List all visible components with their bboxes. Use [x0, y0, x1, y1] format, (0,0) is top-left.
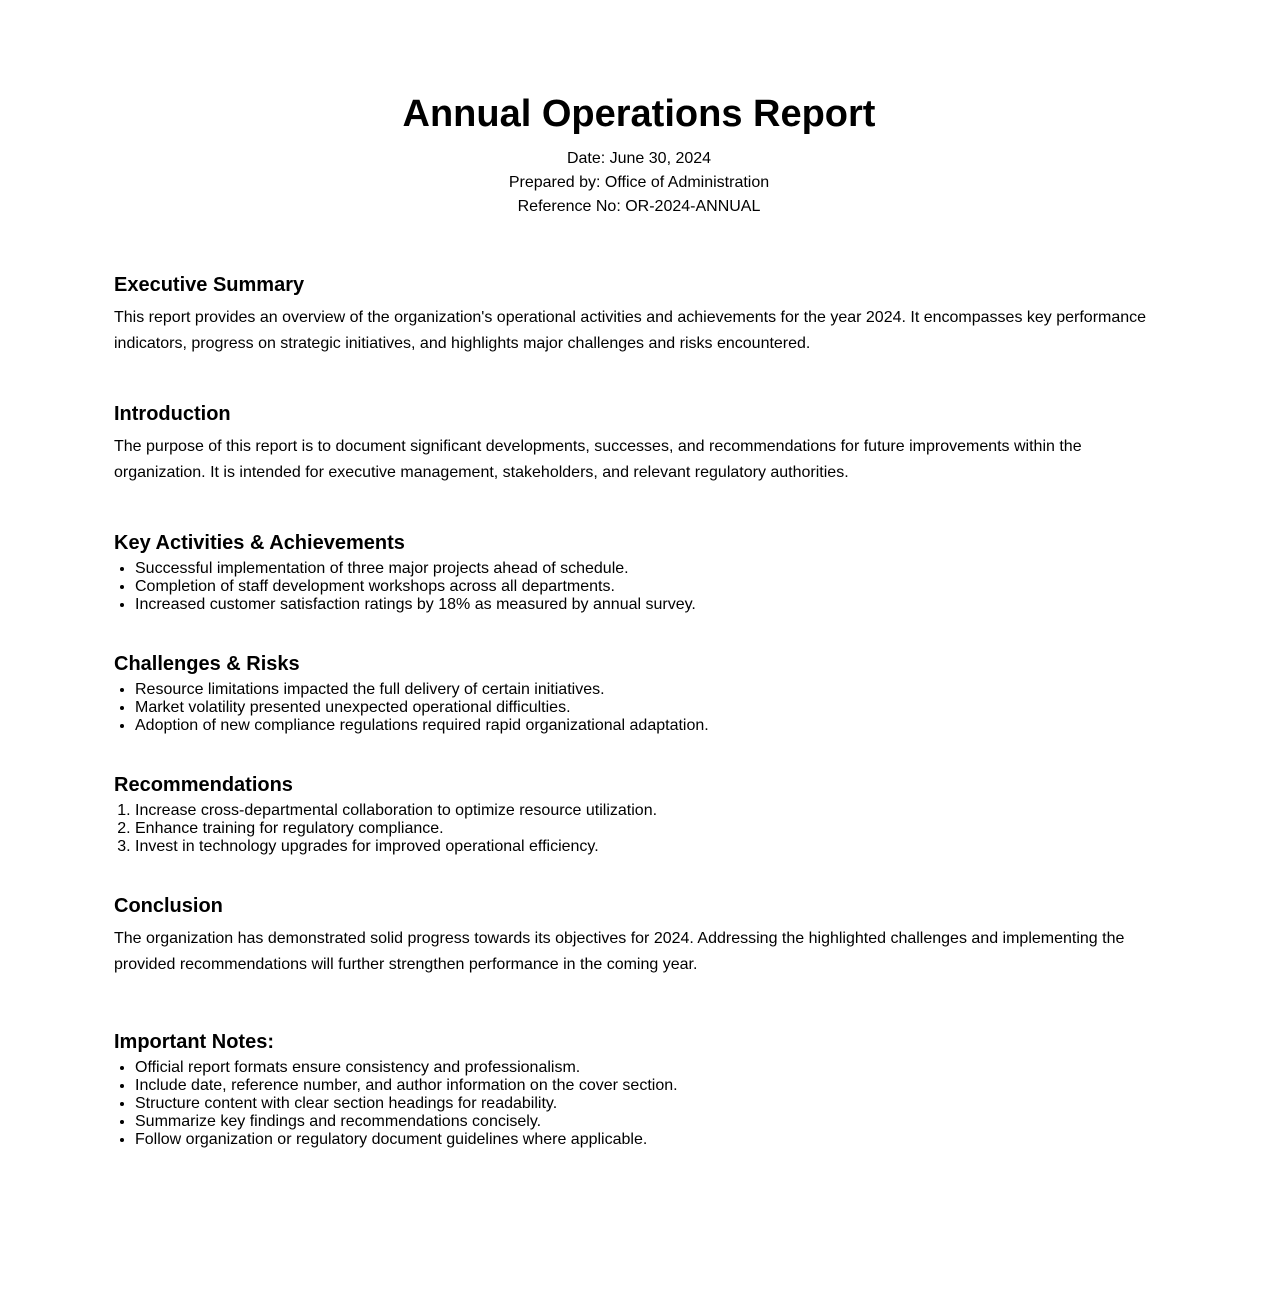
section-heading: Challenges & Risks — [114, 653, 300, 675]
bullet-list — [114, 676, 1164, 735]
section-heading: Important Notes: — [114, 1031, 274, 1053]
list-item: • Resource limitations impacted the full delivery of certain initiatives. — [135, 681, 1164, 699]
conclusion-section — [114, 894, 1164, 978]
bullet-list — [114, 1054, 1164, 1149]
list-item: • Completion of staff development workshops across all departments. — [135, 578, 1164, 596]
list-item: • Successful implementation of three major projects ahead of schedule. — [135, 560, 1164, 578]
section-heading: Key Activities & Achievements — [114, 532, 405, 554]
section-heading: Recommendations — [114, 774, 293, 796]
list-item: • Structure content with clear section headings for readability. — [135, 1095, 1164, 1113]
cover-section — [114, 0, 1164, 219]
report-date: Date: June 30, 2024 — [566, 150, 712, 167]
list-item: • Follow organization or regulatory document guidelines where applicable. — [135, 1131, 1164, 1149]
list-item: 1. Increase cross-departmental collaboration to optimize resource utilization. — [135, 802, 1164, 820]
key-activities-section — [114, 531, 1164, 614]
executive-summary-section — [114, 273, 1164, 357]
section-heading: Executive Summary — [114, 274, 305, 296]
challenges-section — [114, 652, 1164, 735]
numbered-list — [114, 797, 1164, 856]
list-item: 3. Invest in technology upgrades for improved operational efficiency. — [135, 838, 1164, 856]
list-item: • Market volatility presented unexpected operational difficulties. — [135, 699, 1164, 717]
section-paragraph: This report provides an overview of the organization's operational activities and achievements for the year 2024. It encompasses key performance indicators, progress on strategic initiatives, and highlights major challenges and risks encountered. — [114, 309, 1147, 352]
section-paragraph: The purpose of this report is to document significant developments, successes, and recommendations for future improvements within the organization. It is intended for executive management, stakeholders, and relevant regulatory authorities. — [114, 438, 1082, 481]
list-item: • Increased customer satisfaction ratings by 18% as measured by annual survey. — [135, 596, 1164, 614]
section-paragraph: The organization has demonstrated solid progress towards its objectives for 2024. Addressing the highlighted challenges and implementing the provided recommendations will further strengthen performance in the coming year. — [114, 930, 1125, 973]
report-author: Prepared by: Office of Administration — [508, 174, 770, 191]
section-heading: Introduction — [114, 403, 231, 425]
report-reference: Reference No: OR-2024-ANNUAL — [517, 198, 761, 215]
list-item: • Official report formats ensure consistency and professionalism. — [135, 1059, 1164, 1077]
list-item: • Include date, reference number, and author information on the cover section. — [135, 1077, 1164, 1095]
introduction-section — [114, 402, 1164, 486]
section-heading: Conclusion — [114, 895, 223, 917]
recommendations-section — [114, 773, 1164, 856]
page-title: Annual Operations Report — [402, 93, 876, 135]
list-item: 2. Enhance training for regulatory compliance. — [135, 820, 1164, 838]
list-item: • Summarize key findings and recommendations concisely. — [135, 1113, 1164, 1131]
bullet-list — [114, 555, 1164, 614]
list-item: • Adoption of new compliance regulations required rapid organizational adaptation. — [135, 717, 1164, 735]
report-meta — [114, 147, 1164, 219]
important-notes-section — [114, 1030, 1164, 1149]
